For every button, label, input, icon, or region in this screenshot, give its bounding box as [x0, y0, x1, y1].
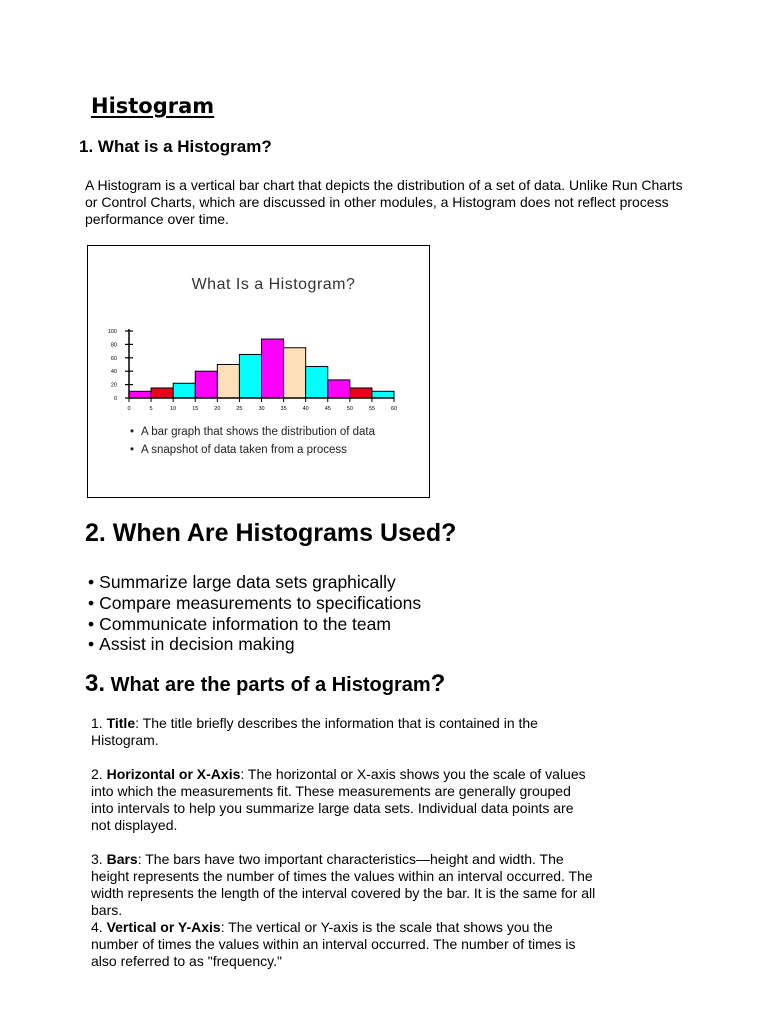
x-tick-label: 55	[368, 406, 375, 412]
uses-list-item: • Assist in decision making	[88, 634, 421, 655]
section-1-heading: 1. What is a Histogram?	[79, 137, 272, 156]
histogram-figure	[87, 245, 430, 498]
chart-title: What Is a Histogram?	[191, 276, 356, 293]
section-3-question-mark: ?	[430, 670, 446, 697]
section-3-heading-text: What are the parts of a Histogram	[105, 674, 431, 696]
x-tick-label: 15	[192, 406, 199, 412]
parts-list	[91, 715, 596, 987]
x-tick-label: 60	[390, 406, 398, 412]
x-tick-label: 0	[127, 406, 131, 412]
y-tick-label: 40	[110, 369, 117, 376]
y-tick-label: 100	[107, 329, 117, 335]
x-tick-label: 40	[302, 406, 309, 412]
y-tick-label: 60	[110, 355, 117, 362]
histogram-bar	[195, 371, 217, 398]
histogram-bar	[306, 367, 328, 398]
chart-bullet: • A snapshot of data taken from a process	[130, 444, 375, 462]
histogram-bar	[372, 391, 394, 398]
histogram-bar	[328, 380, 350, 398]
x-tick-label: 30	[258, 406, 265, 412]
x-tick-label: 10	[170, 406, 177, 412]
histogram-bar	[350, 388, 372, 398]
y-tick-label: 80	[110, 342, 117, 349]
x-tick-label: 5	[149, 406, 153, 412]
histogram-bar	[129, 391, 151, 398]
document-title: Histogram	[91, 94, 215, 118]
histogram-bar	[217, 365, 239, 399]
x-tick-label: 20	[214, 406, 221, 412]
uses-list-item: • Summarize large data sets graphically	[88, 572, 421, 593]
x-tick-label: 50	[346, 406, 353, 412]
histogram-bar	[173, 383, 195, 398]
section-1-text: A Histogram is a vertical bar chart that depicts the distribution of a set of data. Unlike Run Charts or Control Charts, which are discussed in other modules, a Histogram does not reflect process performance over time.	[85, 177, 683, 227]
section-3-number: 3.	[85, 670, 106, 697]
y-tick-label: 0	[113, 396, 117, 402]
section-3-heading	[85, 670, 445, 698]
histogram-bar	[239, 354, 261, 398]
x-tick-label: 35	[280, 406, 287, 412]
histogram-chart	[88, 246, 431, 499]
histogram-bar	[262, 339, 284, 398]
chart-bullet: • A bar graph that shows the distribution of data	[130, 426, 375, 444]
x-tick-label: 25	[236, 406, 243, 412]
uses-list-item: • Communicate information to the team	[88, 614, 421, 635]
y-tick-label: 20	[110, 382, 117, 389]
histogram-bar	[151, 388, 173, 398]
part-item-x-axis: 2. Horizontal or X-Axis: The horizontal or X-axis shows you the scale of values into which the measurements fit. These measurements are generally grouped into intervals to help you summarize large data sets. Individual data points are not displayed.	[91, 766, 586, 833]
part-item-title: 1. Title: The title briefly describes the information that is contained in the Histogram.	[91, 715, 538, 748]
part-item-y-axis: 4. Vertical or Y-Axis: The vertical or Y-axis is the scale that shows you the number of times the values within an interval occurred. The number of times is also referred to as "frequency."	[91, 919, 576, 969]
x-tick-label: 45	[324, 406, 331, 412]
part-item-bars: 3. Bars: The bars have two important characteristics—height and width. The height represents the number of times the values within an interval occurred. The width represents the length of the interval covered by the bar. It is the same for all bars.	[91, 851, 596, 918]
chart-bullet-list	[130, 426, 375, 461]
histogram-bar	[284, 348, 306, 398]
section-2-heading: 2. When Are Histograms Used?	[85, 519, 457, 547]
uses-list	[88, 572, 421, 655]
uses-list-item: • Compare measurements to specifications	[88, 593, 421, 614]
